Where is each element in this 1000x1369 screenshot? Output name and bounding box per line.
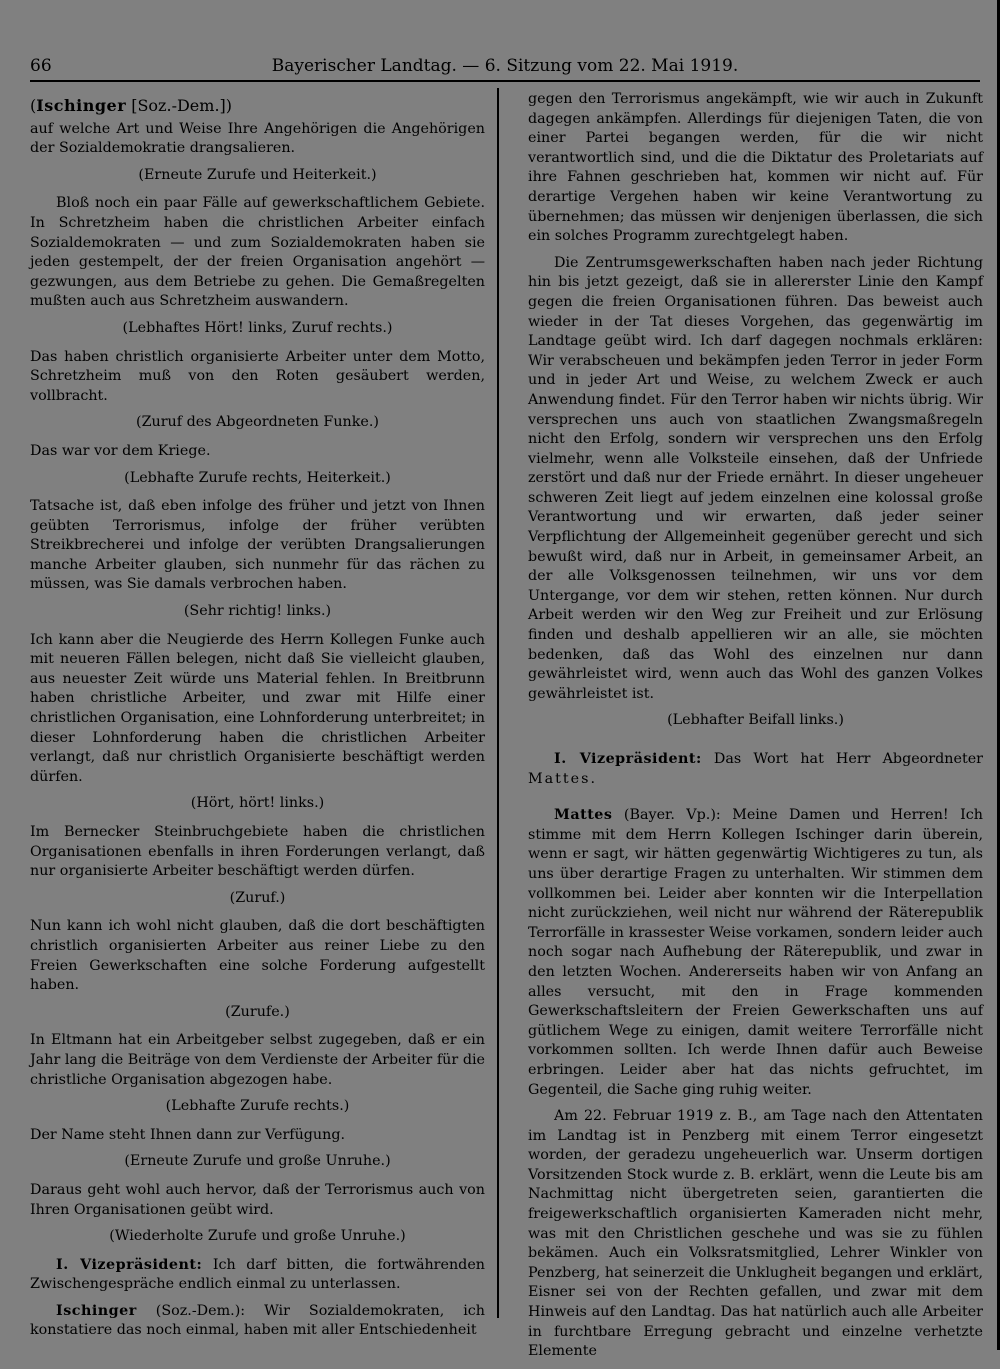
- speaker-party: [Soz.-Dem.]): [131, 96, 233, 115]
- paragraph: Das haben christlich organisierte Arbeiter unter dem Motto, Schretzheim muß von den Roten gesäubert werden, vollbracht.: [30, 348, 485, 404]
- interjection: (Erneute Zurufe und große Unruhe.): [124, 1153, 391, 1170]
- paragraph: gegen den Terrorismus angekämpft, wie wir auch in Zukunft dagegen ankämpfen. Allerdings für diejenigen Taten, die von einer Partei begangen werden, für die wir nicht verantwortlich sind, und die die Diktatur des Proletariats auf ihre Fahnen geschrieben hat, kommen wir nicht auf. Für derartige Vergehen haben wir keine Verantwortung zu übernehmen; das müssen wir denjenigen überlassen, die sich ein solches Programm zurechtgelegt haben.: [528, 91, 983, 245]
- interjection: (Hört, hört! links.): [190, 795, 325, 812]
- paragraph: Am 22. Februar 1919 z. B., am Tage nach den Attentaten im Landtag ist in Penzberg mit einem Terror eingesetzt worden, der geradezu ungeheuerlich war. Unserm dortigen Vorsitzenden Stock wurde z. B. erklärt, wenn die Leute bis am Nachmittag nicht übergetreten seien, garantierten die freigewerkschaftlich organisierten Kameraden nicht mehr, was mit den Christlichen geschehe und was sie zu fühlen bekämen. Auch ein Volksratsmitglied, Lehrer Winkler von Penzberg, hat seinerzeit die Unklugheit begangen und erklärt, Eisner sei von der Rechten gefallen, und zwar mit dem Hinweis auf den Landtag. Das hat natürlich auch alle Arbeiter in furchtbare Erregung gebracht und einzelne verhetzte Elemente: [528, 1108, 983, 1360]
- left-column: [30, 96, 485, 1348]
- speaker-name: I. Vizepräsident:: [56, 1256, 203, 1273]
- remark-text: Das Wort hat Herr Abgeordneter: [713, 751, 983, 767]
- interjection: (Zuruf.): [229, 889, 286, 906]
- speech-start: [528, 806, 983, 1100]
- speaker-party: (Bayer. Vp.):: [623, 807, 721, 824]
- paragraph: Der Name steht Ihnen dann zur Verfügung.: [30, 1126, 346, 1143]
- column-divider: [497, 88, 499, 1318]
- header-rule: [30, 80, 980, 82]
- interjection: (Wiederholte Zurufe und große Unruhe.): [109, 1228, 406, 1245]
- page-number: 66: [30, 56, 52, 76]
- speaker-heading: (Ischinger [Soz.-Dem.]): [30, 96, 233, 115]
- paragraph: auf welche Art und Weise Ihre Angehörigen die Angehörigen der Sozialdemokratie drangsalieren.: [30, 120, 485, 157]
- interjection: (Sehr richtig! links.): [183, 603, 332, 620]
- speaker-name: Mattes: [554, 807, 613, 824]
- header-title: Bayerischer Landtag. — 6. Sitzung vom 22. Mai 1919.: [271, 56, 739, 76]
- speech-text: Meine Damen und Herren! Ich stimme mit dem Herrn Kollegen Ischinger darin überein, wenn er sagt, wir hätten gegenwärtig Wichtigeres zu tun, als uns über derartige Fragen zu unterhalten. Wir stimmen dem vollkommen bei. Leider aber konnten wir die Interpellation nicht zurückziehen, weil nicht nur während der Räterepublik Terrorfälle in krassester Weise vorkamen, sondern leider auch noch sogar nach Aufhebung der Räterepublik, und zwar in den letzten Wochen. Andererseits haben wir von Anfang an alles versucht, mit den in Frage kommenden Gewerkschaftsleitern der Freien Gewerkschaften uns auf gütlichem Wege zu einigen, damit weitere Terrorfälle nicht vorkommen sollten. Ich werde Ihnen dafür auch Beweise erbringen. Leider aber hat das nichts gefruchtet, im Gegenteil, die Sache ging ruhig weiter.: [528, 807, 983, 1098]
- running-header: [30, 56, 980, 80]
- remark-text: Ich darf bitten, die fortwährenden Zwischengespräche endlich einmal zu unterlassen.: [30, 1256, 485, 1293]
- spacer: [528, 740, 983, 750]
- interjection: (Lebhafter Beifall links.): [667, 712, 844, 729]
- vice-president-remark: [30, 1256, 485, 1295]
- speaker-party: (Soz.-Dem.):: [155, 1302, 246, 1319]
- paragraph: Tatsache ist, daß eben infolge des früher und jetzt von Ihnen geübten Terrorismus, infolge der früher verübten Streikbrecherei und infolge der verübten Drangsalierungen manche Arbeiter glauben, sich nunmehr für das rächen zu müssen, was Sie damals verbrochen haben.: [30, 498, 485, 593]
- paragraph: Das war vor dem Kriege.: [30, 442, 211, 459]
- named-speaker: Mattes.: [528, 770, 597, 787]
- paragraph: Ich kann aber die Neugierde des Herrn Kollegen Funke auch mit neueren Fällen belegen, nicht daß Sie vielleicht glauben, aus neuester Zeit würde uns Material fehlen. In Breitbrunn haben christliche Arbeiter, und zwar mit Hilfe einer christlichen Organisation, eine Lohnforderung unterbreitet; in dieser Lohnforderung haben die christlichen Arbeiter verlangt, daß nur christlich Organisierte beschäftigt werden dürfen.: [30, 631, 485, 785]
- paragraph: Nun kann ich wohl nicht glauben, daß die dort beschäftigten christlich organisierten Arbeiter aus reiner Liebe zu den Freien Gewerkschaften eine solche Forderung aufgestellt haben.: [30, 918, 485, 994]
- speech-text: Wir Sozialdemokraten, ich konstatiere das noch einmal, haben mit aller Entschiedenheit: [30, 1302, 486, 1339]
- speaker-name: Ischinger: [36, 96, 127, 115]
- speaker-name: Ischinger: [56, 1302, 137, 1319]
- paragraph: Die Zentrumsgewerkschaften haben nach jeder Richtung hin bis jetzt gezeigt, daß sie in allererster Linie den Kampf gegen die freien Organisationen führen. Das beweist auch wieder in der Tat dieses Vorgehen, das gegenwärtig im Landtage geübt wird. Ich darf dagegen nochmals erklären: Wir verabscheuen und bekämpfen jeden Terror in jeder Form und in jeder Art und Weise, zu welchem Zweck er auch Anwendung findet. Für den Terror haben wir nichts übrig. Wir versprechen uns auch von staatlichen Zwangsmaßregeln nicht den Erfolg, sondern wir versprechen uns den Erfolg vielmehr, wenn alle Volksteile einsehen, daß der Unfriede zerstört und daß nur der Friede ernährt. In dieser ungeheuer schweren Zeit liegt auf jedem einzelnen eine kolossal große Verantwortung und wir erwarten, daß jeder seiner Verpflichtung der Allgemeinheit gegenüber gerecht und sich bewußt wird, daß nur in Arbeit, in gemeinsamer Arbeit, an der alle Volksgenossen teilnehmen, wir uns vor dem Untergange, vor dem wir stehen, retten können. Nur durch Arbeit werden wir den Weg zur Freiheit und zur Erlösung finden und deshalb appellieren wir an alle, sie möchten bedenken, daß das Wohl des einzelnen nur dann gewährleistet wird, wenn auch das Wohl des ganzen Volkes gewährleistet ist.: [528, 254, 983, 702]
- paragraph: Im Bernecker Steinbruchgebiete haben die christlichen Organisationen ebenfalls in ihren Forderungen verlangt, daß nur organisierte Arbeiter beschäftigt werden dürfen.: [30, 824, 485, 880]
- interjection: (Erneute Zurufe und Heiterkeit.): [138, 166, 377, 183]
- interjection: (Zurufe.): [225, 1003, 290, 1020]
- paragraph: Bloß noch ein paar Fälle auf gewerkschaftlichem Gebiete. In Schretzheim haben die christlichen Arbeiter einfach Sozialdemokraten — und zum Sozialdemokraten haben sie jeden gestempelt, der der freien Organisation angehört — gezwungen, aus dem Betriebe zu gehen. Die Gemaßregelten mußten auch aus Schretzheim auswandern.: [30, 195, 485, 310]
- vice-president-remark: [528, 750, 983, 789]
- right-column: [528, 90, 983, 1369]
- interjection: (Lebhaftes Hört! links, Zuruf rechts.): [122, 319, 393, 336]
- interjection: (Zuruf des Abgeordneten Funke.): [136, 414, 379, 431]
- interjection: (Lebhafte Zurufe rechts, Heiterkeit.): [124, 469, 391, 486]
- speech-start: [30, 1302, 485, 1341]
- paragraph: In Eltmann hat ein Arbeitgeber selbst zugegeben, daß er ein Jahr lang die Beiträge von dem Verdienste der Arbeiter für die christliche Organisation abgezogen habe.: [30, 1032, 485, 1088]
- spacer: [528, 796, 983, 806]
- interjection: (Lebhafte Zurufe rechts.): [165, 1098, 350, 1115]
- paragraph: Daraus geht wohl auch hervor, daß der Terrorismus auch von Ihren Organisationen geübt wird.: [30, 1181, 485, 1218]
- speaker-name: I. Vizepräsident:: [554, 751, 702, 767]
